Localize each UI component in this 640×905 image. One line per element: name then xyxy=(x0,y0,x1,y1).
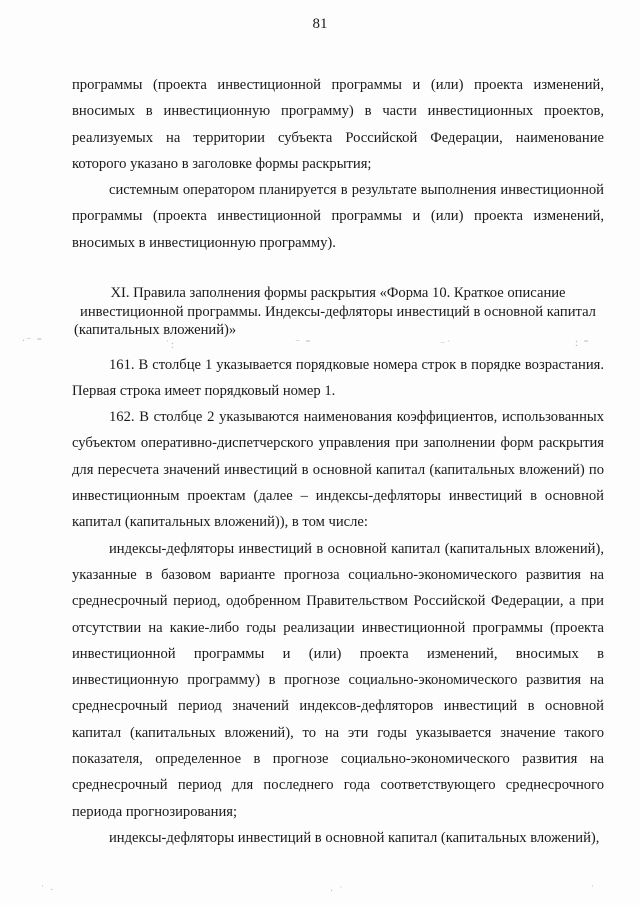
scan-speck: ː ⁼ xyxy=(575,338,590,349)
paragraph-deflator-indices-2: индексы-дефляторы инвестиций в основной капитал (капитальных вложений), xyxy=(109,829,600,846)
paragraph-deflator-indices-1: индексы-дефляторы инвестиций в основной капитал (капитальных вложений), указанные в базовом варианте прогноза социально-экономического развития на среднесрочный период, одобренном Правительством Российской Федерации, а при отсутствии на какие-либо годы реализации инвестиционной программы (проекта инвестиционной программы и (или) проекта изменений, вносимых в инвестиционную программу) в прогнозе социально-экономического развития на среднесрочный период значений индексов-дефляторов инвестиций в основной капитал (капитальных вложений), то на эти годы указывается значение такого показателя, определенное в прогнозе социально-экономического развития на среднесрочный период для последнего года соответствующего среднесрочного периода прогнозирования; xyxy=(72,540,604,820)
paragraph-system-operator: системным оператором планируется в результате выполнения инвестиционной программы (проекта инвестиционной программы и (или) проекта изменений, вносимых в инвестиционную программу). xyxy=(72,182,604,251)
scan-speck: ˙ː xyxy=(165,340,176,351)
scan-speck: ⁻ ⁼ xyxy=(295,338,312,349)
scan-speck: · ˙ xyxy=(330,886,345,897)
section-heading-xi: XI. Правила заполнения формы раскрытия «Форма 10. Краткое описание инвестиционной программы. Индексы-дефляторы инвестиций в основной капитал (капитальных вложений)» xyxy=(74,285,596,339)
page-body xyxy=(72,72,604,851)
paragraph-item-162: 162. В столбце 2 указываются наименования коэффициентов, использованных субъектом оперативно-диспетчерского управления при заполнении форм раскрытия для пересчета значений инвестиций в основной капитал (капитальных вложений) по инвестиционным проектам (далее – индексы-дефляторы инвестиций в основной капитал (капитальных вложений)), в том числе: xyxy=(72,409,604,531)
paragraph-item-161: 161. В столбце 1 указывается порядковые номера строк в порядке возрастания. Первая строка имеет порядковый номер 1. xyxy=(72,356,604,399)
paragraph-continuation: программы (проекта инвестиционной программы и (или) проекта изменений, вносимых в инвестиционную программу) в части инвестиционных проектов, реализуемых на территории субъекта Российской Федерации, наименование которого указано в заголовке формы раскрытия; xyxy=(72,77,604,172)
page-number: 81 xyxy=(312,16,328,32)
scan-speck: ˙ · xyxy=(40,885,55,896)
scan-speck: ·⁻ ⁼ xyxy=(22,336,43,347)
scan-speck: ⁻˙ xyxy=(440,340,453,351)
scan-speck: ˙ xyxy=(590,885,596,896)
